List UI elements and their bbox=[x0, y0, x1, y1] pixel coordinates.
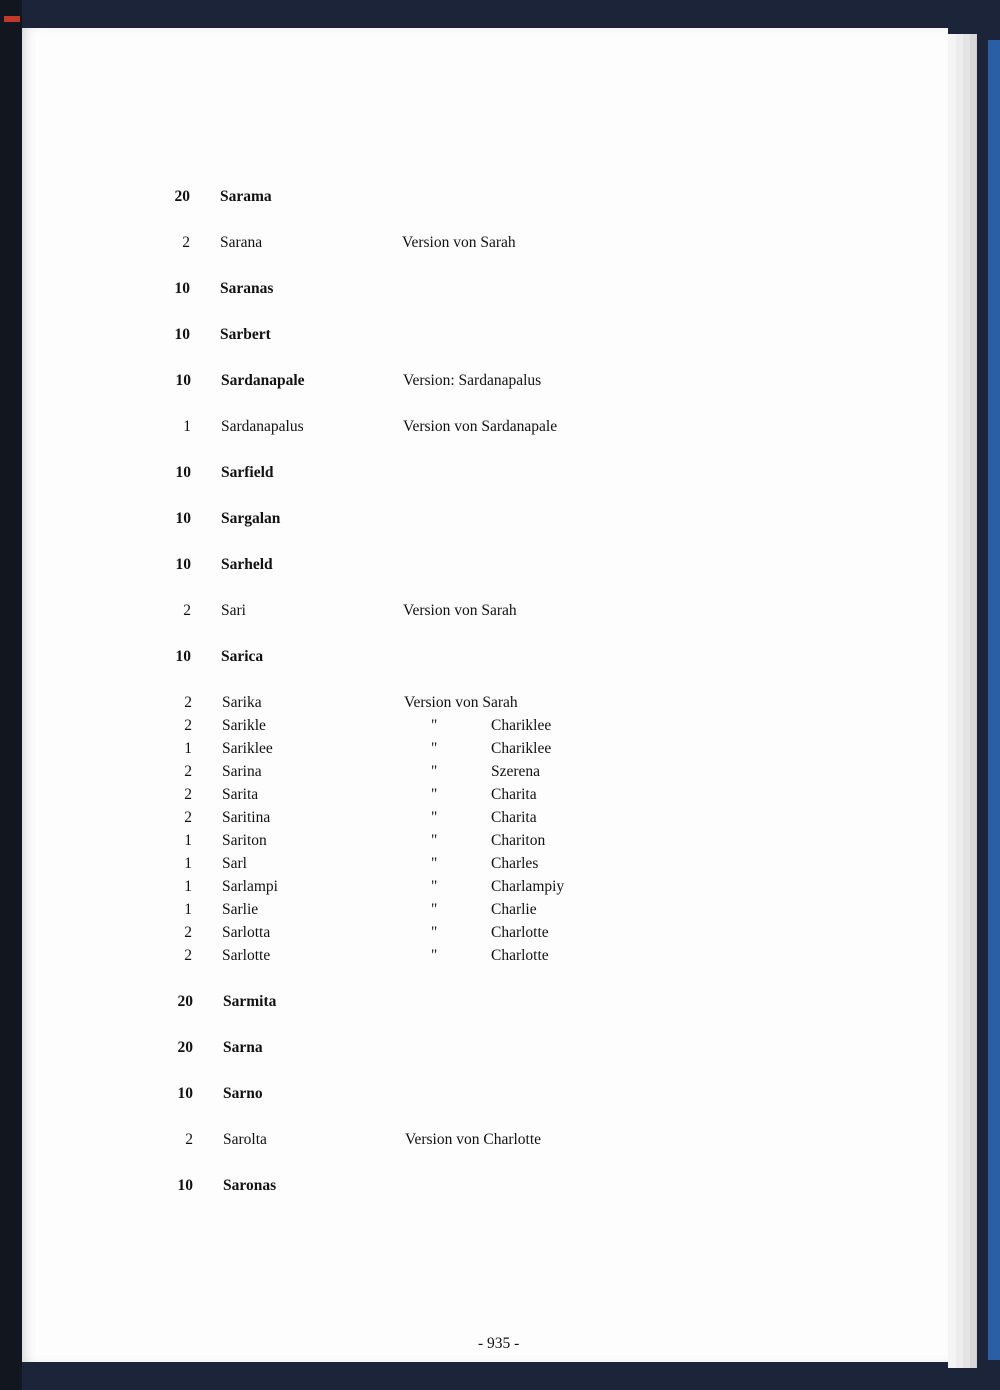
entry-name: Sarolta bbox=[223, 1131, 267, 1148]
entry-name: Saranas bbox=[220, 280, 274, 297]
entry-name: Sarbert bbox=[220, 326, 271, 343]
entry-name: Sariklee bbox=[222, 740, 273, 757]
entry-description: Version: Sardanapalus bbox=[403, 372, 542, 389]
entry-count: 1 bbox=[184, 901, 192, 918]
entry-reference: Chariklee bbox=[491, 740, 552, 757]
ditto-mark: " bbox=[431, 855, 438, 872]
entry-count: 1 bbox=[184, 832, 192, 849]
entry-description: Version von Sarah bbox=[402, 234, 516, 251]
entry-name: Sarna bbox=[223, 1039, 263, 1056]
page-edge bbox=[970, 34, 977, 1368]
entry-count: 2 bbox=[184, 809, 192, 826]
entry-name: Sarlie bbox=[222, 901, 259, 918]
entry-count: 20 bbox=[177, 1039, 193, 1056]
ditto-mark: " bbox=[431, 947, 438, 964]
entry-count: 10 bbox=[177, 1085, 193, 1102]
book-left-edge bbox=[0, 0, 22, 1390]
ditto-mark: " bbox=[431, 786, 438, 803]
entry-name: Sarno bbox=[223, 1085, 263, 1102]
entry-name: Sari bbox=[221, 602, 246, 619]
entry-name: Sargalan bbox=[221, 510, 281, 527]
ditto-mark: " bbox=[431, 924, 438, 941]
entry-count: 2 bbox=[183, 602, 191, 619]
entry-reference: Chariklee bbox=[491, 717, 552, 734]
entry-reference: Szerena bbox=[491, 763, 541, 780]
entry-name: Sardanapalus bbox=[221, 418, 304, 435]
entry-count: 1 bbox=[184, 740, 192, 757]
entry-name: Sarl bbox=[222, 855, 247, 872]
entry-name: Saronas bbox=[223, 1177, 277, 1194]
entry-name: Sarheld bbox=[221, 556, 273, 573]
entry-count: 2 bbox=[184, 924, 192, 941]
entry-name: Sardanapale bbox=[221, 372, 305, 389]
entry-name: Sarita bbox=[222, 786, 259, 803]
entry-count: 10 bbox=[175, 648, 191, 665]
entry-count: 2 bbox=[184, 694, 192, 711]
entry-count: 10 bbox=[174, 280, 190, 297]
entry-name: Sarina bbox=[222, 763, 262, 780]
ditto-mark: " bbox=[431, 763, 438, 780]
ditto-mark: " bbox=[431, 832, 438, 849]
entry-count: 2 bbox=[185, 1131, 193, 1148]
entry-count: 1 bbox=[184, 855, 192, 872]
entry-description: Version von Charlotte bbox=[405, 1131, 542, 1148]
entry-count: 1 bbox=[184, 878, 192, 895]
entry-reference: Charita bbox=[491, 786, 537, 803]
entry-name: Sarama bbox=[220, 188, 272, 205]
entry-name: Saritina bbox=[222, 809, 271, 826]
ditto-mark: " bbox=[431, 717, 438, 734]
entry-reference: Charlotte bbox=[491, 924, 549, 941]
entry-count: 10 bbox=[177, 1177, 193, 1194]
entry-count: 10 bbox=[174, 326, 190, 343]
entry-count: 2 bbox=[184, 947, 192, 964]
entry-name: Sariton bbox=[222, 832, 267, 849]
entry-name: Sarikle bbox=[222, 717, 266, 734]
red-mark bbox=[4, 16, 20, 22]
ditto-mark: " bbox=[431, 901, 438, 918]
entry-name: Sarika bbox=[222, 694, 262, 711]
entry-name: Sarica bbox=[221, 648, 264, 665]
entry-count: 10 bbox=[175, 464, 191, 481]
entry-reference: Chariton bbox=[491, 832, 546, 849]
entry-count: 2 bbox=[184, 786, 192, 803]
book-cover-edge bbox=[988, 40, 1000, 1360]
entry-count: 20 bbox=[174, 188, 190, 205]
entry-count: 10 bbox=[175, 556, 191, 573]
entry-reference: Charles bbox=[491, 855, 539, 872]
entry-reference: Charlotte bbox=[491, 947, 549, 964]
entry-count: 20 bbox=[177, 993, 193, 1010]
entry-name: Sarfield bbox=[221, 464, 274, 481]
entry-count: 10 bbox=[175, 510, 191, 527]
ditto-mark: " bbox=[431, 740, 438, 757]
page-number: - 935 - bbox=[478, 1335, 520, 1352]
entry-count: 2 bbox=[184, 763, 192, 780]
ditto-mark: " bbox=[431, 878, 438, 895]
entry-name: Sarlampi bbox=[222, 878, 278, 895]
entry-count: 2 bbox=[184, 717, 192, 734]
entry-description: Version von Sarah bbox=[404, 694, 518, 711]
entry-count: 2 bbox=[182, 234, 190, 251]
entry-description: Version von Sarah bbox=[403, 602, 517, 619]
entry-reference: Charita bbox=[491, 809, 537, 826]
entry-name: Sarana bbox=[220, 234, 263, 251]
entry-reference: Charlie bbox=[491, 901, 537, 918]
entry-name: Sarmita bbox=[223, 993, 277, 1010]
entry-name: Sarlotte bbox=[222, 947, 271, 964]
entry-description: Version von Sardanapale bbox=[403, 418, 558, 435]
entry-count: 1 bbox=[183, 418, 191, 435]
entry-name: Sarlotta bbox=[222, 924, 271, 941]
ditto-mark: " bbox=[431, 809, 438, 826]
entry-count: 10 bbox=[175, 372, 191, 389]
entry-reference: Charlampiy bbox=[491, 878, 565, 895]
